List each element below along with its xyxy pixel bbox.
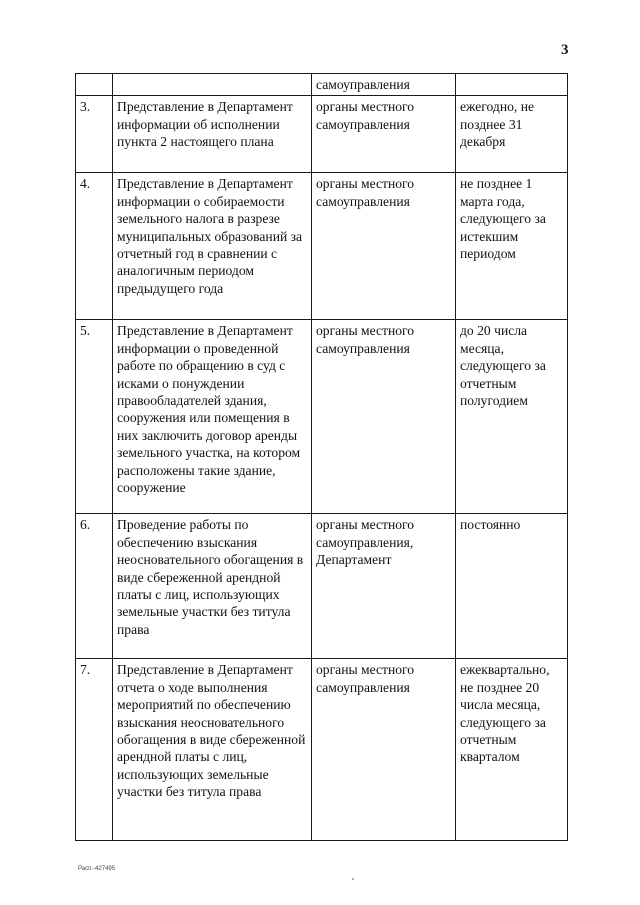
responsible-cell: органы местного самоуправления [312, 320, 456, 514]
deadline-cell: не позднее 1 марта года, следующего за истекшим периодом [456, 173, 568, 320]
action-cell [113, 74, 312, 96]
action-cell: Представление в Департамент отчета о ходе выполнения мероприятий по обеспечению взыскания неосновательного обогащения в виде сбереженной арендной платы с лиц, использующих земельные участки без титула права [113, 659, 312, 841]
deadline-cell: постоянно [456, 514, 568, 659]
action-cell: Проведение работы по обеспечению взыскания неосновательного обогащения в виде сбереженной арендной платы с лиц, использующих земельные участки без титула права [113, 514, 312, 659]
responsible-cell: самоуправления [312, 74, 456, 96]
deadline-cell [456, 74, 568, 96]
table-row [76, 320, 568, 514]
responsible-cell: органы местного самоуправления [312, 659, 456, 841]
page-number: 3 [561, 42, 569, 58]
row-number: 5. [76, 320, 113, 514]
responsible-cell: органы местного самоуправления [312, 96, 456, 173]
action-cell: Представление в Департамент информации о собираемости земельного налога в разрезе муниципальных образований за отчетный год в сравнении с аналогичным периодом предыдущего года [113, 173, 312, 320]
responsible-cell: органы местного самоуправления [312, 173, 456, 320]
deadline-cell: ежеквартально, не позднее 20 числа месяца, следующего за отчетным кварталом [456, 659, 568, 841]
table-row [76, 173, 568, 320]
row-number: 6. [76, 514, 113, 659]
action-cell: Представление в Департамент информации об исполнении пункта 2 настоящего плана [113, 96, 312, 173]
row-number [76, 74, 113, 96]
scan-speck [352, 878, 354, 880]
row-number: 3. [76, 96, 113, 173]
responsible-cell: органы местного самоуправления, Департамент [312, 514, 456, 659]
action-plan-table [75, 73, 568, 841]
table-row [76, 96, 568, 173]
table-row [76, 514, 568, 659]
row-number: 4. [76, 173, 113, 320]
document-code: Расп.-427495 [78, 866, 116, 872]
table-row [76, 659, 568, 841]
table-row [76, 74, 568, 96]
deadline-cell: ежегодно, не позднее 31 декабря [456, 96, 568, 173]
action-cell: Представление в Департамент информации о проведенной работе по обращению в суд с исками о понуждении правообладателей здания, сооружения или помещения в них заключить договор аренды земельного участка, на котором расположены такие здание, сооружение [113, 320, 312, 514]
deadline-cell: до 20 числа месяца, следующего за отчетным полугодием [456, 320, 568, 514]
row-number: 7. [76, 659, 113, 841]
